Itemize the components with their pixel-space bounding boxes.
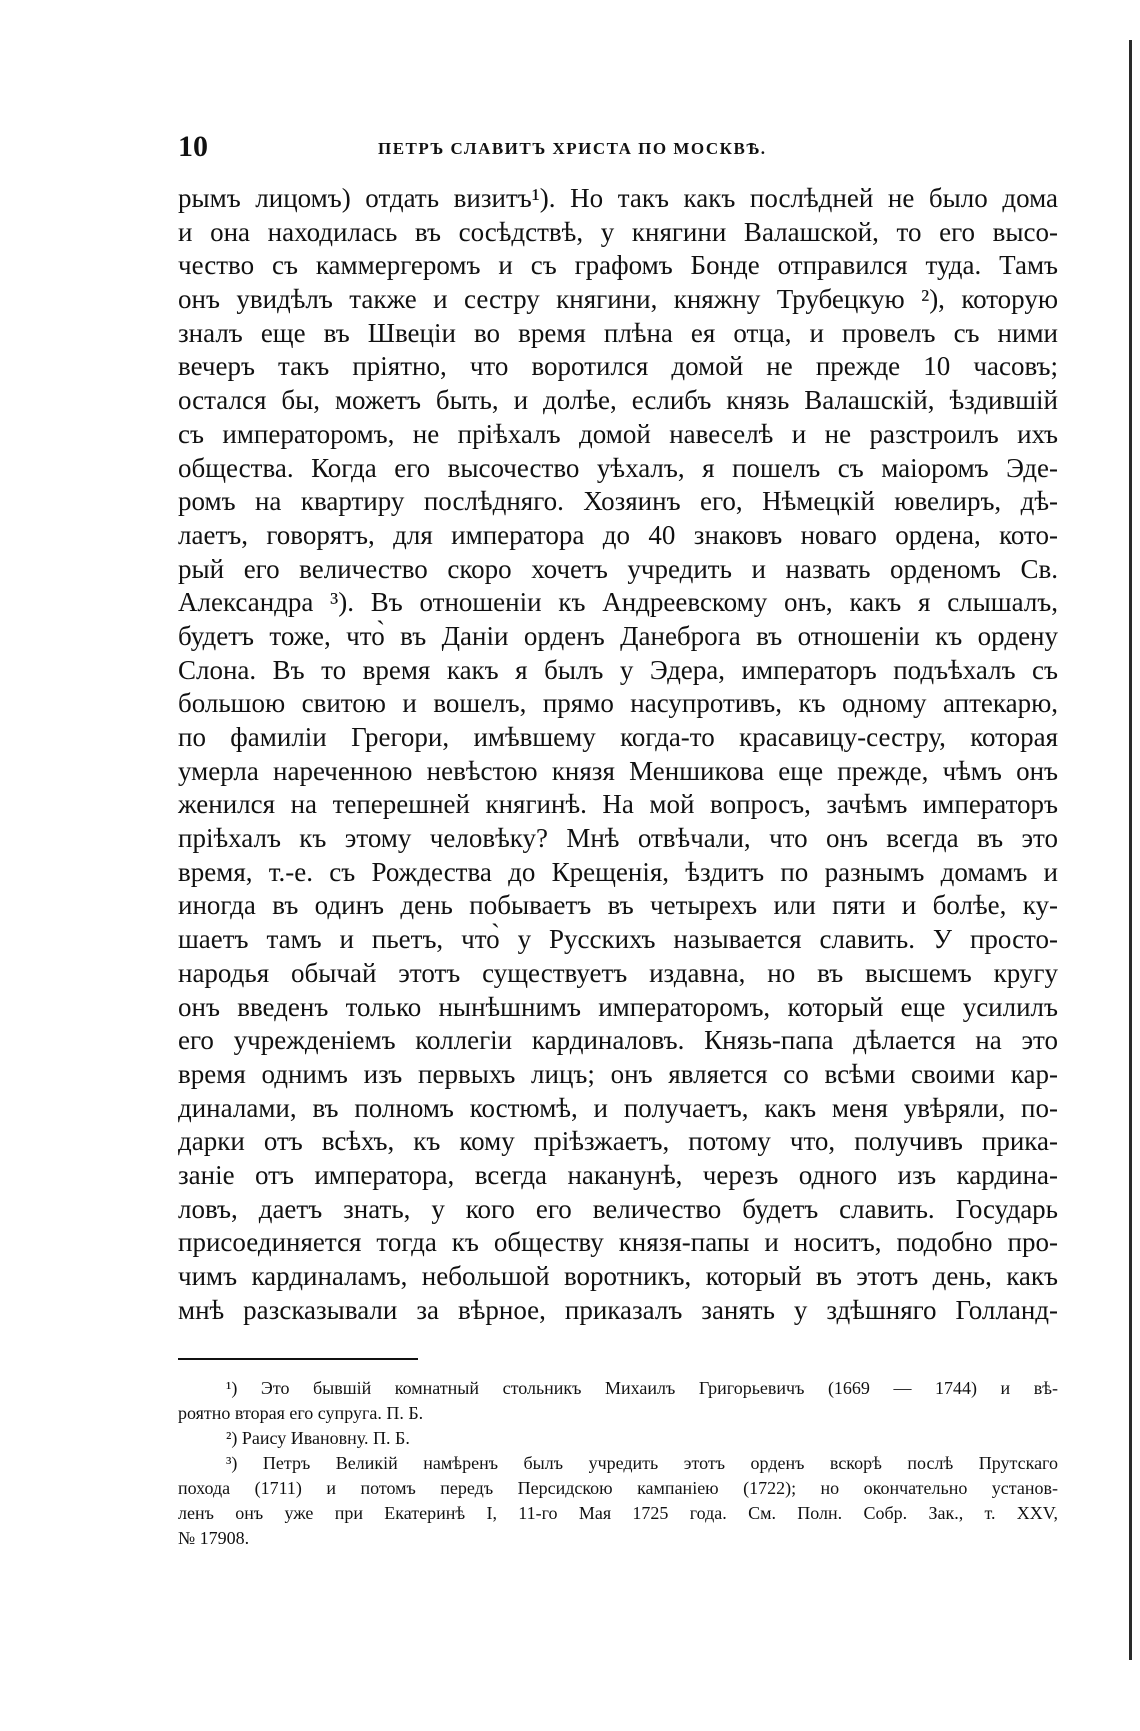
footnote-line: роятно вторая его супруга. П. Б. bbox=[178, 1403, 424, 1423]
footnote-line: ²) Раису Ивановну. П. Б. bbox=[226, 1428, 410, 1448]
text-line: народья обычай этотъ существуетъ издавна, но въ высшемъ кругу bbox=[178, 957, 1058, 988]
text-line: время однимъ изъ первыхъ лицъ; онъ является со всѣми своими кар- bbox=[178, 1058, 1058, 1089]
text-line: рымъ лицомъ) отдать визитъ¹). Но такъ какъ послѣдней не было дома bbox=[178, 183, 1058, 213]
page-header bbox=[178, 130, 1058, 170]
text-line: онъ увидѣлъ также и сестру княгини, княжну Трубецкую ²), которую bbox=[178, 284, 1058, 315]
text-line: умерла нареченною невѣстою князя Меншикова еще прежде, чѣмъ онъ bbox=[178, 755, 1058, 786]
text-line: дарки отъ всѣхъ, къ кому пріѣзжаетъ, потому что, получивъ прика- bbox=[178, 1126, 1058, 1157]
footnote-line: похода (1711) и потомъ передъ Персидскою кампаніею (1722); но окончательно установ- bbox=[178, 1478, 1058, 1498]
text-line: пріѣхалъ къ этому человѣку? Мнѣ отвѣчали, что онъ всегда въ это bbox=[178, 823, 1058, 854]
footnote-line: № 17908. bbox=[178, 1528, 250, 1548]
footnote-line: ¹) Это бывшій комнатный стольникъ Михаилъ Григорьевичъ (1669 — 1744) и вѣ- bbox=[226, 1378, 1058, 1398]
text-line: чество съ каммергеромъ и съ графомъ Бонде отправился туда. Тамъ bbox=[178, 250, 1058, 281]
text-line: будетъ тоже, что̀ въ Даніи орденъ Данеброга въ отношеніи къ ордену bbox=[178, 620, 1058, 651]
text-line: зналъ еще въ Швеціи во время плѣна ея отца, и провелъ съ ними bbox=[178, 317, 1058, 348]
text-line: время, т.-е. съ Рождества до Крещенія, ѣздитъ по разнымъ домамъ и bbox=[178, 856, 1058, 887]
text-line: его учрежденіемъ коллегіи кардиналовъ. Князь-папа дѣлается на это bbox=[178, 1025, 1058, 1056]
text-line: иногда въ одинъ день побываетъ въ четырехъ или пяти и болѣе, ку- bbox=[178, 890, 1058, 921]
footnote-line: ленъ онъ уже при Екатеринѣ I, 11-го Мая 1725 года. См. Полн. Собр. Зак., т. XXV, bbox=[178, 1503, 1058, 1523]
text-line: присоединяется тогда къ обществу князя-папы и носитъ, подобно про- bbox=[178, 1227, 1058, 1258]
text-line: остался бы, можетъ быть, и долѣе, еслибъ князь Валашскій, ѣздившій bbox=[178, 385, 1058, 416]
running-title: ПЕТРЪ СЛАВИТЪ ХРИСТА ПО МОСКВѢ. bbox=[378, 139, 767, 158]
text-line: ловъ, даетъ знать, у кого его величество будетъ славить. Государь bbox=[178, 1193, 1058, 1224]
footnotes bbox=[178, 1376, 1058, 1551]
text-line: и она находилась въ сосѣдствѣ, у княгини Валашской, то его высо- bbox=[178, 216, 1058, 247]
text-line: женился на теперешней княгинѣ. На мой вопросъ, зачѣмъ императоръ bbox=[178, 789, 1058, 820]
text-line: заніе отъ императора, всегда наканунѣ, черезъ одного изъ кардина- bbox=[178, 1159, 1058, 1190]
text-line: вечеръ такъ пріятно, что воротился домой не прежде 10 часовъ; bbox=[178, 351, 1058, 382]
page-edge-shadow bbox=[1129, 40, 1132, 1660]
main-text bbox=[178, 182, 1058, 1327]
footnote-line: ³) Петръ Великій намѣренъ былъ учредить этотъ орденъ вскорѣ послѣ Прутскаго bbox=[226, 1453, 1058, 1473]
text-line: ромъ на квартиру послѣдняго. Хозяинъ его, Нѣмецкій ювелиръ, дѣ- bbox=[178, 486, 1058, 517]
text-line: общества. Когда его высочество уѣхалъ, я пошелъ съ маіоромъ Эде- bbox=[178, 452, 1058, 483]
text-line: онъ введенъ только нынѣшнимъ императоромъ, который еще усилилъ bbox=[178, 991, 1058, 1022]
text-line: по фамиліи Грегори, имѣвшему когда-то красавицу-сестру, которая bbox=[178, 722, 1058, 752]
footnote-divider bbox=[178, 1358, 418, 1360]
text-line: чимъ кардиналамъ, небольшой воротникъ, который въ этотъ день, какъ bbox=[178, 1261, 1058, 1291]
text-line: большою свитою и вошелъ, прямо насупротивъ, къ одному аптекарю, bbox=[178, 688, 1058, 719]
text-line: диналами, въ полномъ костюмѣ, и получаетъ, какъ меня увѣряли, по- bbox=[178, 1092, 1058, 1123]
text-line: съ императоромъ, не пріѣхалъ домой навеселѣ и не разстроилъ ихъ bbox=[178, 418, 1058, 449]
page-number: 10 bbox=[178, 130, 208, 163]
text-line: рый его величество скоро хочетъ учредить и назвать орденомъ Св. bbox=[178, 553, 1058, 584]
text-line: Александра ³). Въ отношеніи къ Андреевскому онъ, какъ я слышалъ, bbox=[178, 587, 1058, 618]
text-line: шаетъ тамъ и пьетъ, что̀ у Русскихъ называется славить. У просто- bbox=[178, 924, 1058, 955]
text-line: мнѣ разсказывали за вѣрное, приказалъ занять у здѣшняго Голланд- bbox=[178, 1294, 1058, 1325]
text-line: Слона. Въ то время какъ я былъ у Эдера, императоръ подъѣхалъ съ bbox=[178, 654, 1058, 685]
text-line: лаетъ, говорятъ, для императора до 40 знаковъ новаго ордена, кото- bbox=[178, 519, 1058, 550]
